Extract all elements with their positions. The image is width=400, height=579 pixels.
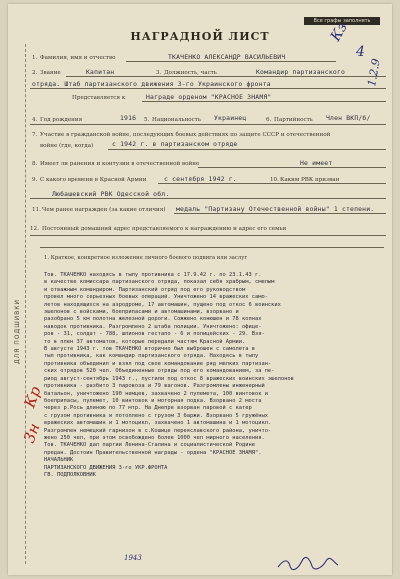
field-7-value: с 1942 г. в партизанском отряде	[112, 140, 238, 148]
citation-line: Тов. ТКАЧЕНКО дал партии Ленина-Сталина и социалистической Родине	[44, 442, 255, 449]
field-6-value: Член ВКП/б/	[326, 114, 371, 122]
field-10-label: Каким РВК призван	[280, 177, 340, 183]
citation-line: противника объединил и взял под свое командование ряд мелких партизан-	[44, 360, 272, 367]
citation-line: тыл противника, как командир партизанского отряда. Находясь в тылу	[44, 353, 259, 360]
citation-line: в качестве комиссара партизанского отряда, показал себя храбрым, смелым	[44, 279, 275, 286]
field-4-value: 1916	[120, 114, 137, 122]
field-11-value: медаль "Партизану Отечественной войны" 1 степени.	[176, 205, 375, 213]
citation-line: наводок противника. Разгромлено 2 штаба полиции. Уничтожено: офице-	[44, 323, 262, 330]
field-7-number: 7.	[32, 132, 38, 138]
section-heading: 1. Краткое, конкретное изложение личного боевого подвига или заслуг	[44, 255, 248, 261]
binding-margin-line	[25, 44, 26, 564]
field-8-value: Не имеет	[300, 159, 333, 167]
field-5-label: Национальность	[152, 117, 201, 123]
binding-margin-label: ДЛЯ ПОДШИВКИ	[14, 299, 21, 364]
field-6-label: Партийность	[274, 117, 313, 123]
field-7-label: Участие в гражданской войне, последующих боевых действиях по защите СССР и отечественной	[40, 132, 331, 138]
field-10-line	[30, 198, 386, 199]
citation-line: Разгромлен немецкий гарнизон в с.Кошице переяславского района, уничто-	[44, 427, 272, 434]
field-11-number: 11.	[32, 207, 41, 213]
presented-line	[142, 101, 386, 102]
citation-line: ПАРТИЗАНСКОГО ДВИЖЕНИЯ 3-го УКР.ФРОНТА	[44, 464, 168, 471]
field-11-line	[174, 213, 386, 214]
citation-line: НАЧАЛЬНИК	[44, 457, 74, 464]
presented-label: Представляется к	[72, 95, 126, 101]
field-3-number: 3.	[156, 70, 162, 76]
citation-line: летов находящихся на аэродроме, 17 автомашин, пущено под откос 6 воинских	[44, 301, 281, 308]
field-10-value: Любашевский РВК Одесской обл.	[52, 190, 170, 198]
citation-text	[44, 272, 382, 479]
field-3-value: Командир партизанского	[256, 68, 346, 76]
field-2-line	[66, 76, 386, 77]
field-1-value: ТКАЧЕНКО АЛЕКСАНДР ВАСИЛЬЕВИЧ	[168, 53, 286, 61]
citation-line: вражеских автомашин и 1 мотоцикл, захвачено 1 автомашина и 1 мотоцикл.	[44, 420, 272, 427]
document-title: НАГРАДНОЙ ЛИСТ	[130, 30, 270, 43]
citation-line: риод август-сентябрь 1943 г., пустили под откос 8 вражеских воинских эшелонов	[44, 375, 294, 382]
citation-line: ров - 31, солдат - 788, шпионов гестапо - 6 и полицейских - 29. Взя-	[44, 331, 265, 338]
field-8-number: 8.	[32, 161, 38, 167]
field-456-line	[30, 124, 386, 125]
citation-line: противника - разбито 3 паровоза и 79 вагонов. Разгромлены инженерный	[44, 383, 265, 390]
signature-icon	[276, 557, 340, 571]
field-12-label: Постоянный домашний адрес представляемого к награждению и адрес его семьи	[42, 226, 287, 232]
field-7-line	[108, 149, 386, 150]
field-1-number: 1.	[32, 55, 38, 61]
citation-line: батальон, уничтожено 190 немцев, захвачено 2 пулемета, 100 винтовок и	[44, 390, 268, 397]
citation-line: то в плен 37 автоматов, которые передали частям Красной Армии.	[44, 338, 246, 345]
field-3-value-cont: отряда. Штаб партизанского движения 3-го Украинского фронта	[32, 80, 271, 88]
field-12-number: 12.	[30, 226, 39, 232]
citation-line: предан. Достоин Правительственной награды - ордена "КРАСНОЕ ЗНАМЯ".	[44, 449, 262, 456]
field-1-line	[126, 61, 336, 62]
handwritten-number-top: 4	[356, 44, 365, 60]
field-7-label-cont: войне (где, когда)	[40, 143, 94, 149]
field-3-line	[30, 88, 386, 89]
citation-line: ГВ. ПОДПОЛКОВНИК	[44, 471, 96, 478]
field-6-number: 6.	[266, 117, 272, 123]
field-12-line	[30, 235, 386, 236]
corner-note: Все графы заполнять	[304, 17, 380, 25]
field-5-number: 5.	[144, 117, 150, 123]
field-5-value: Украинец	[214, 114, 247, 122]
field-9-value: с сентября 1942 г.	[164, 175, 237, 183]
field-4-number: 4.	[32, 117, 38, 123]
handwritten-note-top: Кз	[327, 19, 351, 45]
field-8-label: Имеет ли ранения и контузии в отечественной войне	[40, 161, 200, 167]
citation-line: ских отрядов 520 чел. Объединенные отряды под его командованием, за пе-	[44, 368, 275, 375]
handwritten-red-mark-2: 3н	[19, 420, 44, 446]
citation-line: и отважным командиром. Партизанский отряд под его руководством	[44, 286, 246, 293]
handwritten-red-mark-1: Кр	[20, 383, 45, 411]
section-divider	[40, 247, 384, 248]
field-11-label: Чем ранее награжден (за какие отличия)	[42, 207, 166, 213]
field-4-label: Год рождения	[40, 117, 83, 123]
citation-line: Тов. ТКАЧЕНКО находясь в тылу противника с 17.9.42 г. по 23.1.43 г.	[44, 272, 262, 278]
citation-line: эшелонов с войсками, боеприпасами и автомашинами, взорвано и	[44, 309, 239, 316]
field-10-number: 10.	[270, 177, 279, 183]
field-9-number: 9.	[32, 177, 38, 183]
field-8-line	[198, 167, 386, 168]
award-sheet	[8, 4, 392, 575]
field-2-number: 2.	[32, 70, 38, 76]
handwritten-date: 1943	[124, 554, 142, 562]
citation-line: боеприпасы, пулемет, 10 винтовок и моторная лодка. Взорвано 2 моста	[44, 397, 262, 404]
field-1-label: Фамилия, имя и отчество	[40, 55, 116, 61]
citation-line: разобрано 5 км полотна железной дороги. Сожжено конюшен и 78 копнах	[44, 316, 262, 323]
field-2-label: Звание	[40, 70, 61, 76]
field-2-value: Капитан	[86, 68, 115, 76]
handwritten-code-top: 1.2.9	[365, 57, 383, 88]
citation-line: провел много серьезных боевых операций. Уничтожено 14 вражеских само-	[44, 294, 268, 301]
citation-line: жено 250 чел, при этом освобождено более 1000 чел мирного населения.	[44, 434, 265, 441]
field-3-label: Должность, часть	[164, 70, 217, 76]
field-9-label: С какого времени в Красной Армии	[40, 177, 147, 183]
citation-line: В августе 1943 г. тов ТКАЧЕНКО вторично был выброшен с самолета в	[44, 346, 255, 353]
field-9-line	[158, 183, 386, 184]
citation-line: с грузом противника и потоплено с грузом 3 баржи. Взорвано 5 гружёных	[44, 412, 268, 419]
citation-line: через р.Рось длиною по 77 мтр. На Днепре взорван паровой с катер	[44, 405, 252, 412]
presented-value: Награде орденом "КРАСНОЕ ЗНАМЯ"	[146, 93, 272, 101]
